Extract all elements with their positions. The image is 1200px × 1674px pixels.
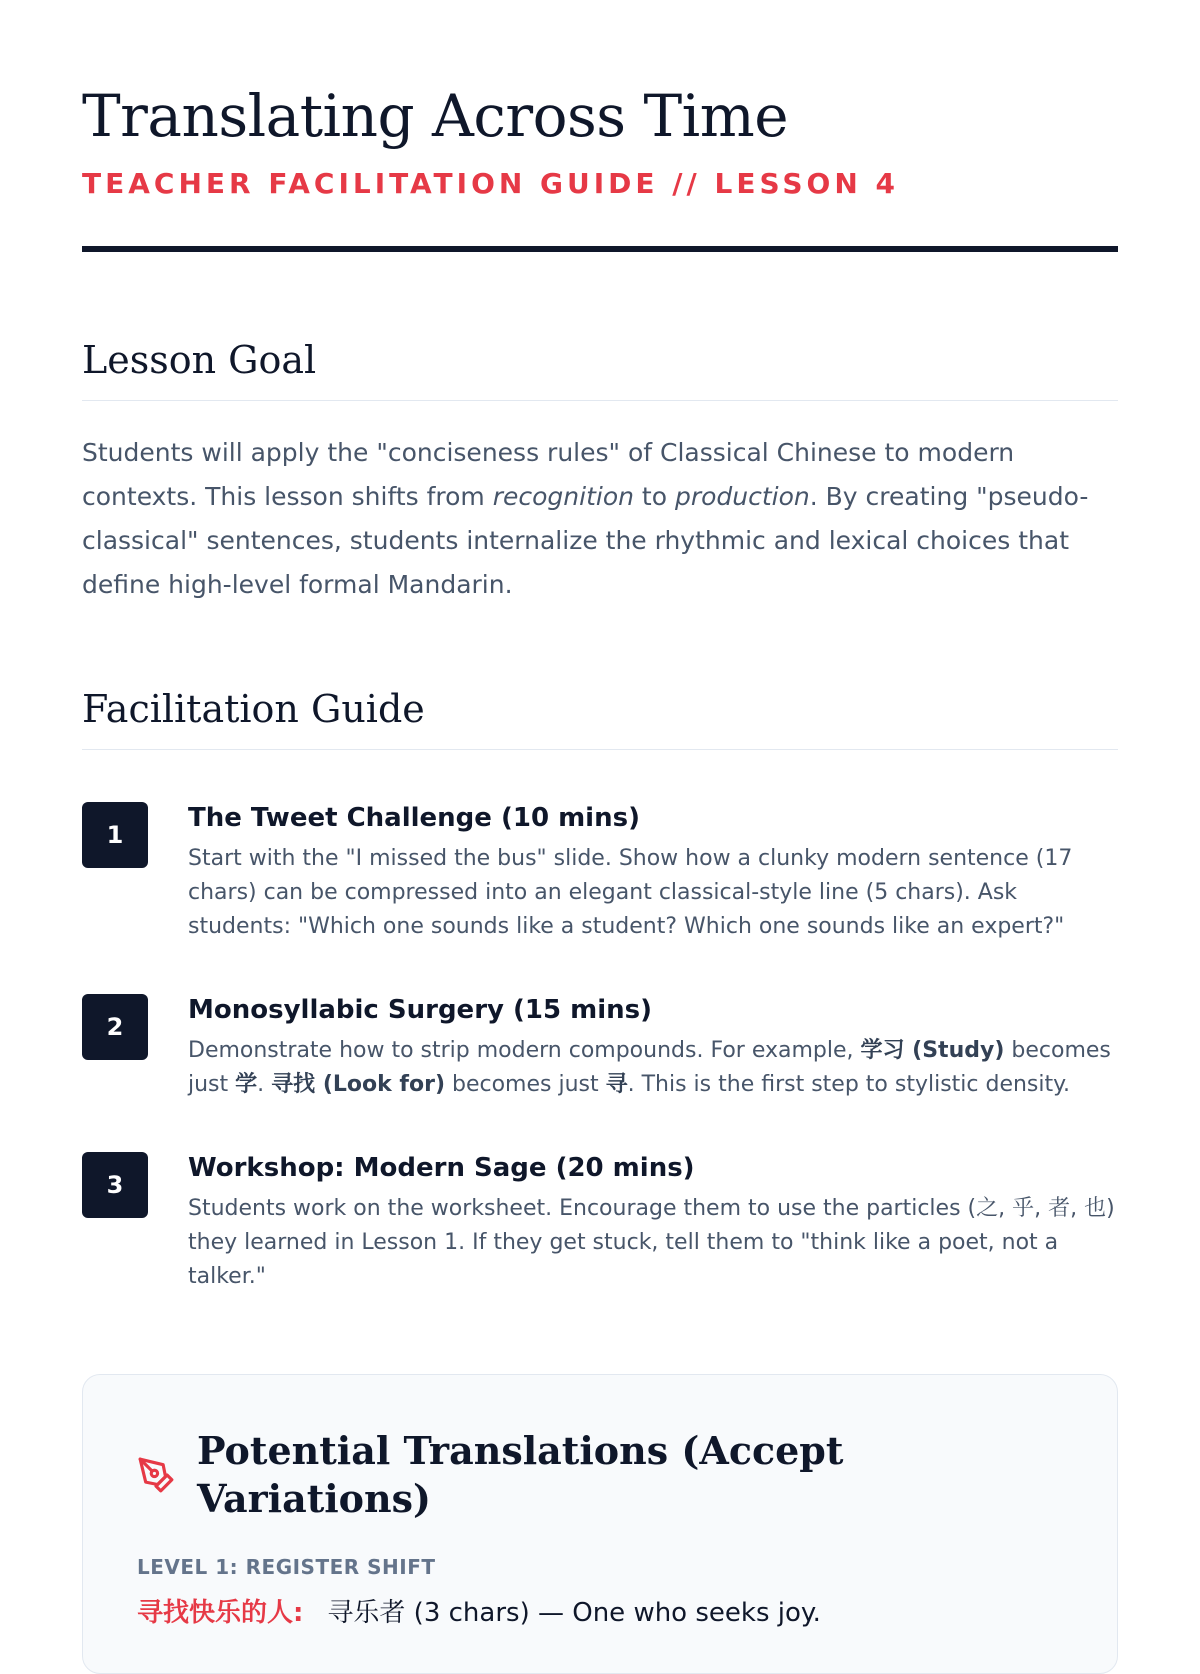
term-study: 学习 (Study) (860, 1038, 1005, 1063)
translations-card (82, 1374, 1118, 1674)
translation-source: 寻找快乐的人: (137, 1598, 304, 1628)
step-list (82, 802, 1118, 1294)
page-title: Translating Across Time (82, 82, 789, 150)
step-description (188, 1034, 1118, 1102)
goal-emphasis-production: production (674, 482, 810, 511)
step-body (188, 994, 1118, 1102)
step-description: Start with the "I missed the bus" slide. Show how a clunky modern sentence (17 chars) can be compressed into an elegant classical-style line (5 chars). Ask students: "Which one sounds like a student? Which one sounds like an expert?" (188, 846, 1073, 939)
step-text-part: becomes just (445, 1072, 606, 1097)
facilitation-guide-heading: Facilitation Guide (82, 687, 425, 731)
step-text-part: . (257, 1072, 272, 1097)
pen-nib-icon (137, 1456, 175, 1494)
step-title: The Tweet Challenge (10 mins) (188, 803, 640, 833)
goal-text-part: Students will apply the "conciseness rules" of Classical Chinese to modern contexts. This lesson shifts from (82, 438, 1015, 511)
step-item-2 (82, 994, 1118, 1102)
step-text-part: becomes just (188, 1038, 1111, 1097)
step-number-badge: 1 (82, 802, 148, 868)
step-number-badge: 2 (82, 994, 148, 1060)
step-item-1 (82, 802, 1118, 944)
step-body (188, 1152, 1118, 1294)
lesson-goal-text (82, 431, 1118, 607)
term-xun: 寻 (605, 1072, 628, 1097)
card-header (137, 1427, 1063, 1523)
section-divider (82, 749, 1118, 750)
step-title: Workshop: Modern Sage (20 mins) (188, 1153, 695, 1183)
translation-row (137, 1593, 1063, 1633)
step-text-part: . This is the first step to stylistic density. (627, 1072, 1071, 1097)
lesson-goal-section (82, 336, 1118, 607)
translation-target: 寻乐者 (3 chars) — One who seeks joy. (327, 1598, 821, 1628)
facilitation-guide-section (82, 685, 1118, 1294)
lesson-goal-heading: Lesson Goal (82, 338, 317, 382)
section-divider (82, 400, 1118, 401)
page-subtitle: TEACHER FACILITATION GUIDE // LESSON 4 (82, 167, 900, 200)
document-header (82, 0, 1118, 252)
term-xue: 学 (235, 1072, 258, 1097)
header-divider (82, 246, 1118, 252)
goal-text-part: to (633, 482, 675, 511)
step-description: Students work on the worksheet. Encourage them to use the particles (之, 乎, 者, 也) they learned in Lesson 1. If they get stuck, tell them to "think like a poet, not a talker." (188, 1196, 1115, 1289)
step-number-badge: 3 (82, 1152, 148, 1218)
card-title: Potential Translations (Accept Variations) (197, 1428, 844, 1521)
goal-text-part: . By creating "pseudo-classical" sentences, students internalize the rhythmic and lexical choices that define high-level formal Mandarin. (82, 482, 1089, 599)
term-look-for: 寻找 (Look for) (271, 1072, 445, 1097)
goal-emphasis-recognition: recognition (492, 482, 634, 511)
step-item-3 (82, 1152, 1118, 1294)
step-text-part: Demonstrate how to strip modern compounds. For example, (188, 1038, 861, 1063)
step-body (188, 802, 1118, 944)
step-title: Monosyllabic Surgery (15 mins) (188, 995, 653, 1025)
level-label: LEVEL 1: REGISTER SHIFT (137, 1555, 436, 1579)
